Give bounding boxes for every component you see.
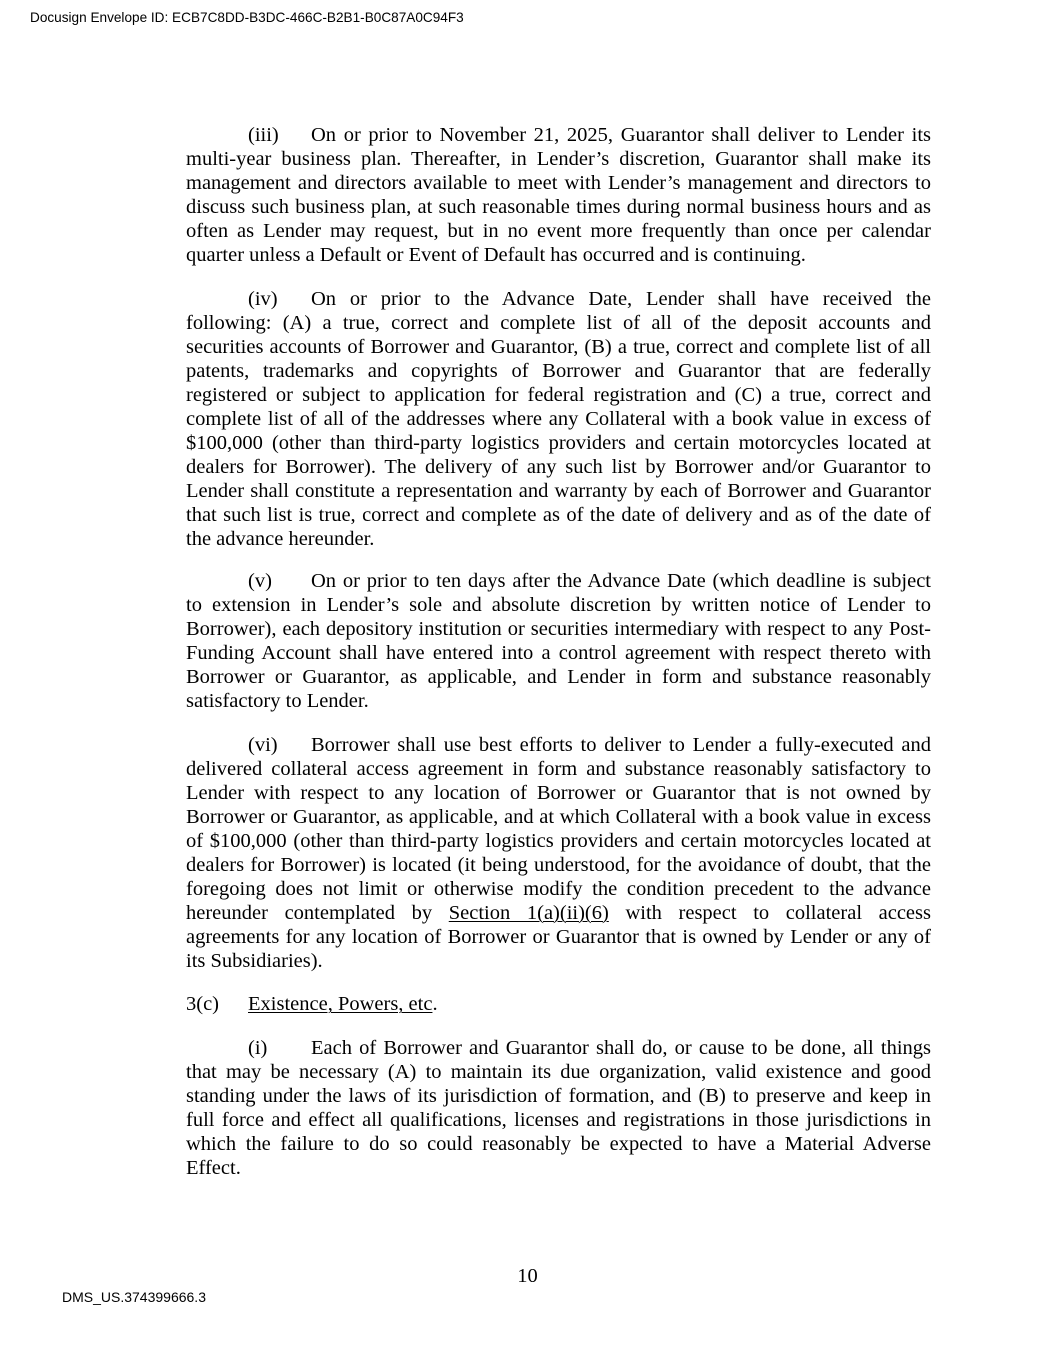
text-line: Funding Account shall have entered into a control agreement with respect thereto with xyxy=(186,642,931,664)
section-title: Existence, Powers, etc xyxy=(248,993,433,1015)
text-line xyxy=(186,287,931,311)
text-line: management and directors available to meet with Lender’s management and directors to xyxy=(186,172,931,194)
paragraph-label: (iii) xyxy=(248,124,279,146)
text-line: satisfactory to Lender. xyxy=(186,690,369,712)
text-line: $100,000 (other than third-party logistics providers and certain motorcycles located at xyxy=(186,432,931,454)
paragraph-iv xyxy=(186,287,931,551)
text-line: agreements for any location of Borrower or Guarantor that is owned by Lender or any of xyxy=(186,926,931,948)
text-line: Lender shall constitute a representation and warranty by each of Borrower and Guarantor xyxy=(186,480,931,502)
text-line: of $100,000 (other than third-party logistics providers and certain motorcycles located at xyxy=(186,830,931,852)
text-line: often as Lender may request, but in no event more frequently than once per calendar xyxy=(186,220,931,242)
line-text: Borrower shall use best efforts to deliver to Lender a fully-executed and xyxy=(311,734,931,756)
text-line: discuss such business plan, at such reasonable times during normal business hours and as xyxy=(186,196,931,218)
text-line: Borrower or Guarantor, as applicable, and at which Collateral with a book value in excess xyxy=(186,806,931,828)
document-id-footer: DMS_US.374399666.3 xyxy=(62,1289,206,1305)
text-line: dealers for Borrower) is located (it being understood, for the avoidance of doubt, that the xyxy=(186,854,931,876)
text-line: quarter unless a Default or Event of Default has occurred and is continuing. xyxy=(186,244,806,266)
line-text: Each of Borrower and Guarantor shall do, or cause to be done, all things xyxy=(311,1037,931,1059)
page-number: 10 xyxy=(517,1265,538,1287)
text-line xyxy=(186,569,931,593)
text-line: Lender with respect to any location of Borrower or Guarantor that is not owned by xyxy=(186,782,931,804)
text-line: which the failure to do so could reasonably be expected to have a Material Adverse xyxy=(186,1133,931,1155)
envelope-id-header: Docusign Envelope ID: ECB7C8DD-B3DC-466C-B2B1-B0C87A0C94F3 xyxy=(30,10,464,25)
text-line: Borrower), each depository institution or securities intermediary with respect to any Post- xyxy=(186,618,931,640)
line-text: hereunder contemplated by xyxy=(186,902,433,924)
text-line xyxy=(186,733,931,757)
line-text: On or prior to the Advance Date, Lender shall have received the xyxy=(311,288,931,310)
paragraph-v xyxy=(186,569,931,713)
paragraph-label: (iv) xyxy=(248,288,278,310)
paragraph-label: (i) xyxy=(248,1037,268,1059)
text-line: registered or subject to application for federal registration and (C) a true, correct and xyxy=(186,384,931,406)
paragraph-label: (v) xyxy=(248,570,272,592)
section-cross-reference: Section 1(a)(ii)(6) xyxy=(448,902,609,924)
line-text: On or prior to November 21, 2025, Guarantor shall deliver to Lender its xyxy=(311,124,931,146)
text-line: complete list of all of the addresses where any Collateral with a book value in excess of xyxy=(186,408,931,430)
text-line: the advance hereunder. xyxy=(186,528,375,550)
line-text: On or prior to ten days after the Advance Date (which deadline is subject xyxy=(311,570,931,592)
text-line: Borrower or Guarantor, as applicable, and Lender in form and substance reasonably xyxy=(186,666,931,688)
text-line: patents, trademarks and copyrights of Borrower and Guarantor that are federally xyxy=(186,360,931,382)
text-line: dealers for Borrower). The delivery of any such list by Borrower and/or Guarantor to xyxy=(186,456,931,478)
text-line xyxy=(186,123,931,147)
text-line: delivered collateral access agreement in form and substance reasonably satisfactory to xyxy=(186,758,931,780)
text-line: its Subsidiaries). xyxy=(186,950,323,972)
text-line xyxy=(186,901,931,925)
text-line: foregoing does not limit or otherwise modify the condition precedent to the advance xyxy=(186,878,931,900)
paragraph-label: (vi) xyxy=(248,734,278,756)
text-line: following: (A) a true, correct and complete list of all of the deposit accounts and xyxy=(186,312,931,334)
text-line: that may be necessary (A) to maintain its due organization, valid existence and good xyxy=(186,1061,931,1083)
paragraph-vi xyxy=(186,733,931,973)
text-line: to extension in Lender’s sole and absolute discretion by written notice of Lender to xyxy=(186,594,931,616)
paragraph-i xyxy=(186,1036,931,1180)
text-line xyxy=(186,1036,931,1060)
heading-line xyxy=(186,992,931,1016)
section-heading xyxy=(186,992,931,1016)
text-line: standing under the laws of its jurisdiction of formation, and (B) to preserve and keep in xyxy=(186,1085,931,1107)
paragraph-iii xyxy=(186,123,931,267)
text-line: that such list is true, correct and complete as of the date of delivery and as of the date of xyxy=(186,504,931,526)
text-line: full force and effect all qualifications, licenses and registrations in those jurisdictions in xyxy=(186,1109,931,1131)
line-text: with respect to collateral access xyxy=(625,902,931,924)
section-title-punctuation: . xyxy=(432,993,438,1015)
text-line: multi-year business plan. Thereafter, in Lender’s discretion, Guarantor shall make its xyxy=(186,148,931,170)
text-line: Effect. xyxy=(186,1157,241,1179)
section-number: 3(c) xyxy=(186,993,220,1015)
text-line: securities accounts of Borrower and Guarantor, (B) a true, correct and complete list of all xyxy=(186,336,931,358)
